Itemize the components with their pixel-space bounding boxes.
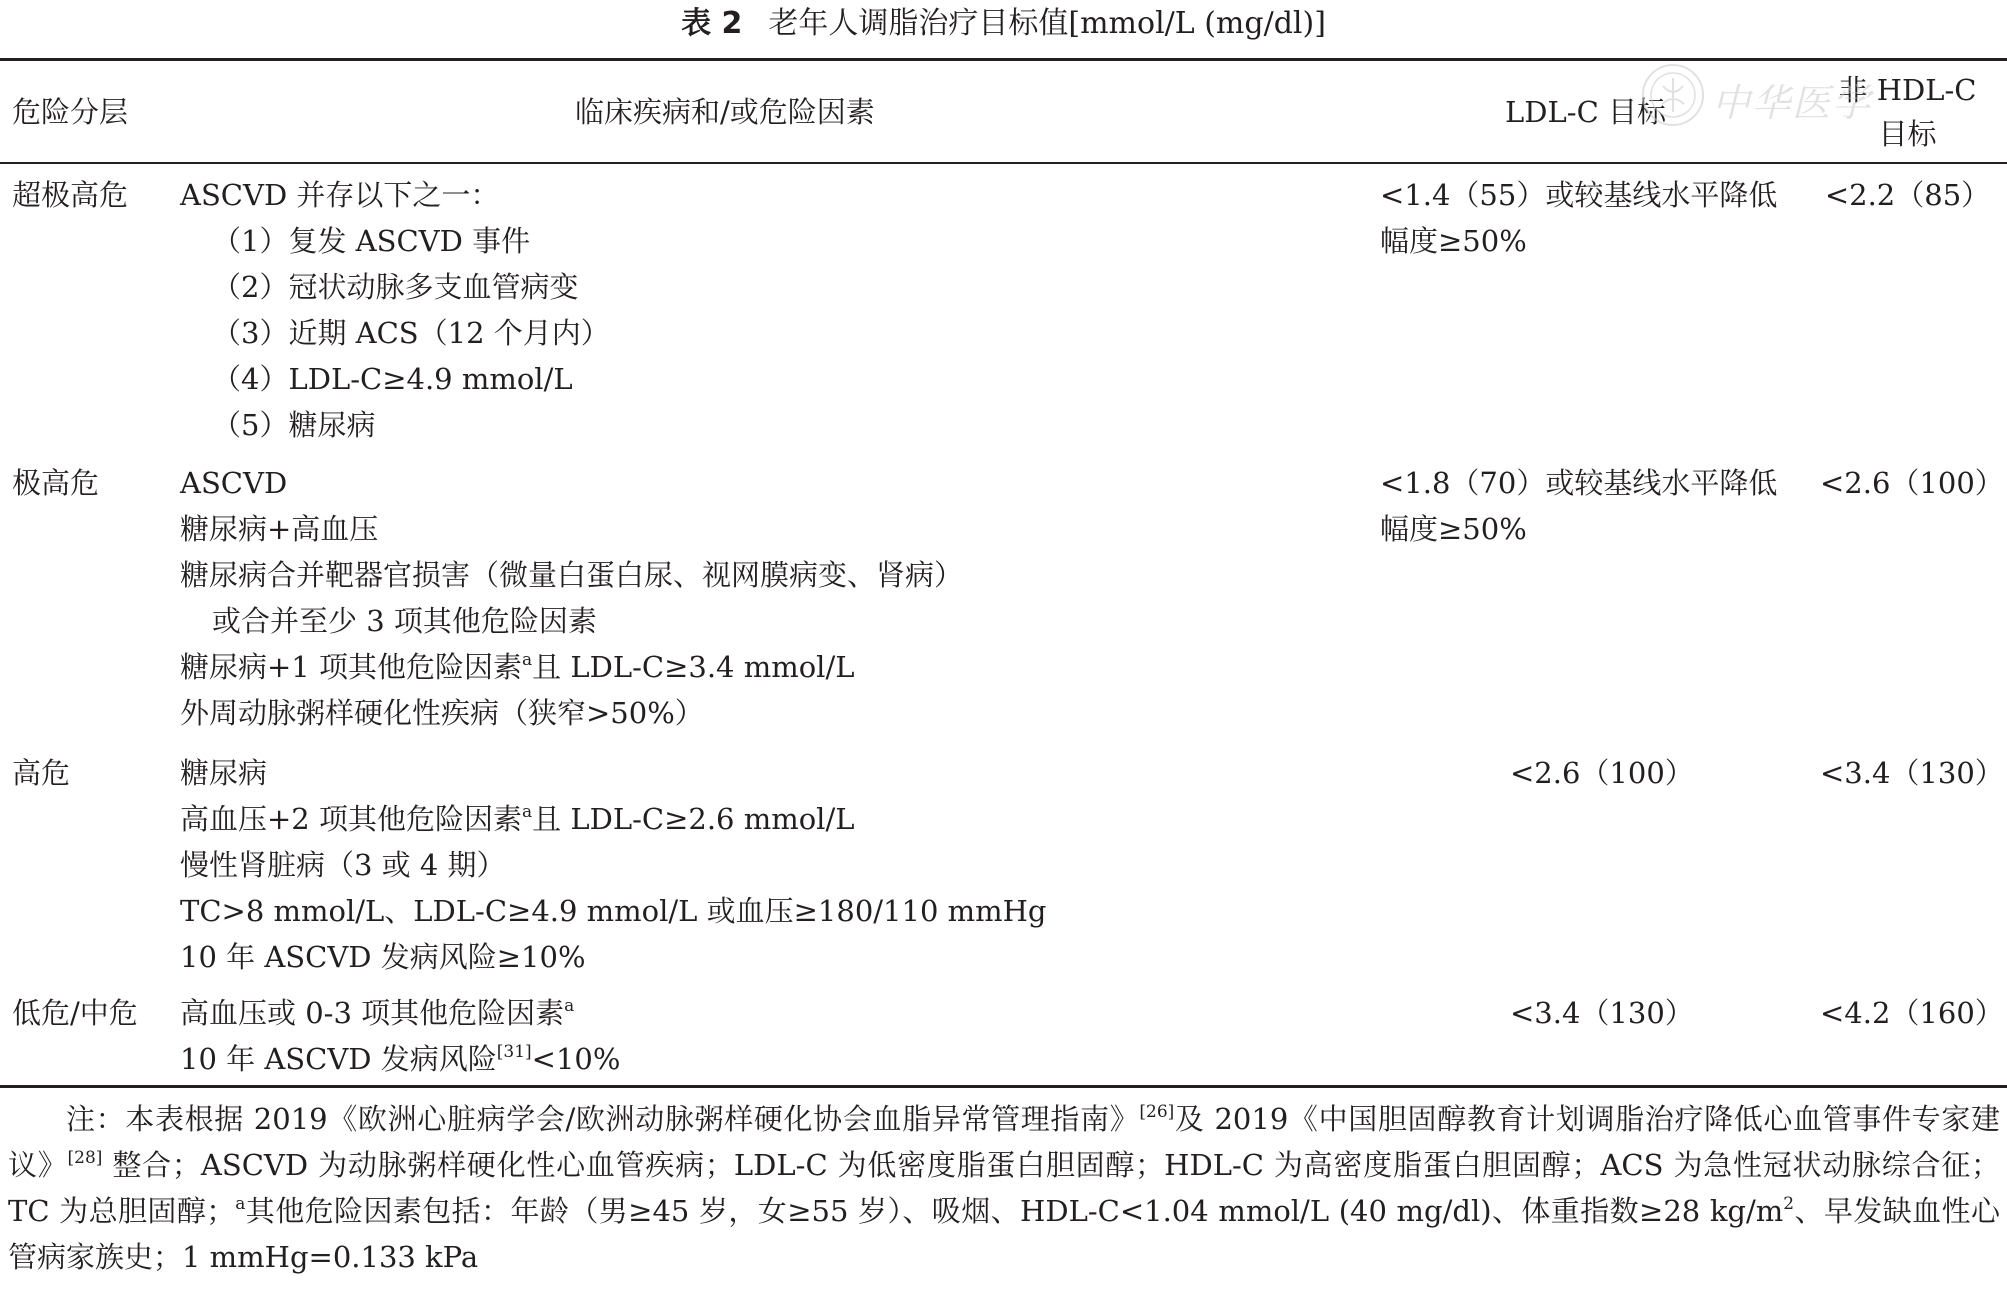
reference-marker: [26] [1139, 1102, 1175, 1122]
seal-icon [1640, 62, 1706, 128]
nonhdl-target-cell: <3.4（130） [1820, 756, 2004, 790]
factor-text: 10 年 ASCVD 发病风险 [180, 1042, 497, 1076]
reference-marker: [31] [496, 1042, 532, 1062]
nonhdl-target-cell: <2.6（100） [1820, 466, 2004, 500]
table-title [0, 2, 2007, 46]
watermark-text: 中华医学 [1712, 81, 1873, 125]
factor-line [180, 990, 620, 1036]
factors-cell [180, 750, 1046, 980]
factor-text: 糖尿病+1 项其他危险因素 [180, 650, 522, 684]
factor-line: （4）LDL-C≥4.9 mmol/L [212, 362, 573, 396]
ldl-target-cell: <1.8（70）或较基线水平降低幅度≥50% [1380, 466, 1778, 546]
factor-line [180, 1036, 620, 1082]
ldl-target-cell: <3.4（130） [1510, 996, 1694, 1030]
header-clinical-factors: 临床疾病和/或危险因素 [575, 95, 875, 129]
superscript-exponent: 2 [1783, 1194, 1795, 1214]
bottom-rule [0, 1085, 2007, 1088]
factor-text: 且 LDL-C≥2.6 mmol/L [532, 802, 855, 836]
factor-line: （3）近期 ACS（12 个月内） [212, 316, 610, 350]
risk-level-cell: 超极高危 [12, 178, 129, 212]
factor-line [180, 796, 1046, 842]
factor-line: 慢性肾脏病（3 或 4 期） [180, 848, 506, 882]
factor-text: 高血压+2 项其他危险因素 [180, 802, 522, 836]
table-number: 表 2 [681, 6, 743, 41]
note-text: 、早发缺血性心管病家族史；1 mmHg=0.133 kPa [8, 1194, 2000, 1274]
risk-level-cell: 低危/中危 [12, 996, 138, 1030]
note-text: 整合；ASCVD 为动脉粥样硬化性心血管疾病；LDL-C 为低密度脂蛋白胆固醇；HDL-C 为高密度脂蛋白胆固醇；ACS 为急性冠状动脉综合征；TC 为总胆固醇； [8, 1148, 2000, 1228]
factor-line: 或合并至少 3 项其他危险因素 [212, 604, 597, 638]
factor-text: 高血压或 0-3 项其他危险因素 [180, 996, 565, 1030]
factor-line [180, 644, 963, 690]
factor-line: 外周动脉粥样硬化性疾病（狭窄>50%） [180, 696, 704, 730]
note-text: 注：本表根据 2019《欧洲心脏病学会/欧洲动脉粥样硬化协会血脂异常管理指南》 [66, 1102, 1140, 1136]
header-rule [0, 162, 2007, 164]
risk-level-cell: 极高危 [12, 466, 100, 500]
ldl-target-cell: <1.4（55）或较基线水平降低幅度≥50% [1380, 178, 1778, 258]
nonhdl-target-cell: <2.2（85） [1824, 178, 1991, 212]
factor-line: ASCVD 并存以下之一： [180, 178, 500, 212]
note-text: 及 2019《中国胆固醇教育计划调脂治疗降低心血管事件专家建议》 [8, 1102, 2000, 1182]
footnote-marker: a [521, 650, 533, 670]
factor-line: （5）糖尿病 [212, 408, 376, 442]
factor-line: 糖尿病+高血压 [180, 512, 379, 546]
factor-line: TC>8 mmol/L、LDL-C≥4.9 mmol/L 或血压≥180/110 mmHg [180, 894, 1047, 928]
factor-text: <10% [531, 1042, 621, 1076]
ldl-target-cell: <2.6（100） [1510, 756, 1694, 790]
factors-cell [180, 172, 610, 448]
factors-cell [180, 990, 620, 1082]
nonhdl-target-cell: <4.2（160） [1820, 996, 2004, 1030]
note-text: 其他危险因素包括：年龄（男≥45 岁，女≥55 岁）、吸烟、HDL-C<1.04 mmol/L (40 mg/dl)、体重指数≥28 kg/m [245, 1194, 1784, 1228]
factor-line: ASCVD [180, 466, 288, 500]
header-nonhdl-target: 非 HDL-C 目标 [1838, 73, 1977, 151]
header-ldl-target: LDL-C 目标 [1505, 95, 1666, 129]
table-title-text: 老年人调脂治疗目标值[mmol/L (mg/dl)] [768, 6, 1326, 41]
header-risk-level: 危险分层 [12, 95, 129, 129]
factor-line: （1）复发 ASCVD 事件 [212, 224, 531, 258]
table-footnote [8, 1096, 2000, 1280]
reference-marker: [28] [67, 1148, 103, 1168]
factor-line: 10 年 ASCVD 发病风险≥10% [180, 940, 586, 974]
footnote-marker: a [235, 1194, 246, 1214]
factors-cell [180, 460, 963, 736]
factor-line: 糖尿病 [180, 756, 268, 790]
footnote-marker: a [564, 996, 575, 1016]
factor-line: 糖尿病合并靶器官损害（微量白蛋白尿、视网膜病变、肾病） [180, 558, 964, 592]
risk-level-cell: 高危 [12, 756, 71, 790]
footnote-marker: a [521, 802, 533, 822]
watermark-logo [1640, 60, 1873, 130]
factor-line: （2）冠状动脉多支血管病变 [212, 270, 579, 304]
factor-text: 且 LDL-C≥3.4 mmol/L [532, 650, 855, 684]
